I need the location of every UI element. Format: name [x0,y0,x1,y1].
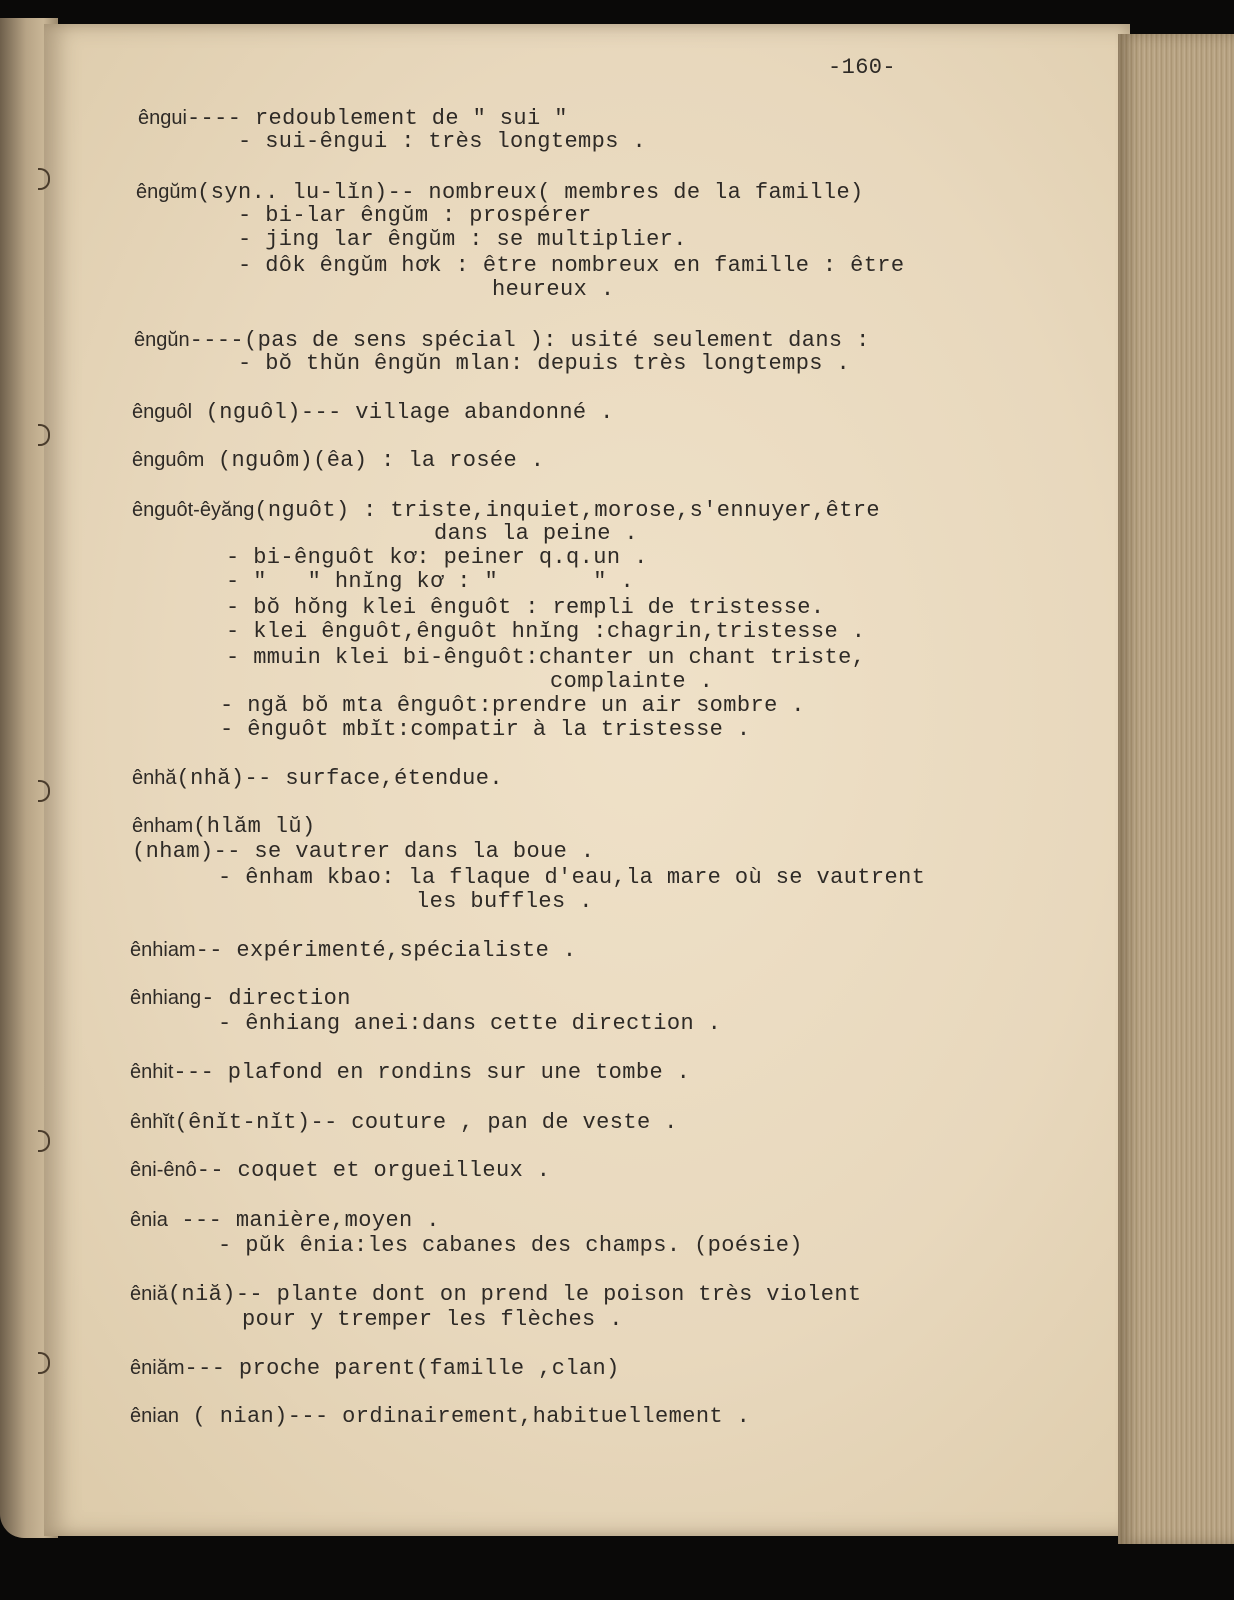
entry-text: - direction [201,986,351,1011]
headword: ênguôt-êyăng [132,499,255,521]
entry-text: ( nian)--- ordinairement,habituellement . [178,1404,751,1429]
headword: ênia [130,1209,168,1231]
entry-line [134,328,870,353]
sub-entry-line: - bŏ thŭn êngŭn mlan: depuis très longtemps . [238,351,851,376]
entry-line [132,766,503,791]
entry-text: (ênĭt-nĭt)-- couture , pan de veste . [174,1110,678,1135]
entry-text: --- plafond en rondins sur une tombe . [173,1060,691,1085]
entry-text: ----(pas de sens spécial ): usité seulement dans : [189,328,870,353]
sub-entry-line: - sui-êngui : très longtemps . [238,129,647,154]
continuation-line: complainte . [550,669,714,694]
sub-entry-line: - dôk êngŭm hơk : être nombreux en famille : être [238,253,905,278]
entry-line [132,814,316,839]
entry-line [130,1158,550,1183]
continuation-line: dans la peine . [434,521,639,546]
entry-line [132,400,614,425]
headword: ênhiam [130,939,196,961]
headword: êniăm [130,1357,185,1379]
entry-line [132,448,544,473]
entry-line [136,180,864,205]
headword: ênguôm [132,449,205,471]
sub-entry-line: - " " hnĭng kơ : " " . [226,569,635,594]
entry-text: -- coquet et orgueilleux . [196,1158,551,1183]
sub-entry-line: - bŏ hŏng klei ênguôt : rempli de tristesse. [226,595,825,620]
sub-entry-line: - pŭk ênia:les cabanes des champs. (poésie) [218,1233,803,1258]
continuation-line: les buffles . [416,889,593,914]
headword: ênian [130,1405,179,1427]
sub-entry-line: - klei ênguôt,ênguôt hnĭng :chagrin,tristesse . [226,619,866,644]
headword: êngui [138,107,187,129]
continuation-line: pour y tremper les flèches . [242,1307,623,1332]
entry-text: ---- redoublement de " sui " [186,106,568,131]
entry-text: (nguôt) : triste,inquiet,morose,s'ennuyer,être [254,498,881,523]
entry-line [130,1356,620,1381]
headword: êngŭn [134,329,190,351]
entry-line [130,1208,440,1233]
sub-entry-line: - ngă bŏ mta ênguôt:prendre un air sombre . [220,693,805,718]
entry-line [130,1060,690,1085]
headword: ênham [132,815,194,837]
entry-text: (syn.. lu-lĭn)-- nombreux( membres de la famille) [197,180,864,205]
sub-entry-line: - jing lar êngŭm : se multiplier. [238,227,687,252]
entry-line [130,1110,678,1135]
headword: ênhĭt [130,1111,175,1133]
headword: ênhă [132,767,177,789]
entry-text: -- expérimenté,spécialiste . [195,938,577,963]
entry-text: (niă)-- plante dont on prend le poison très violent [167,1282,862,1307]
sub-entry-line: - bi-ênguôt kơ: peiner q.q.un . [226,545,648,570]
sub-entry-line: - ênhiang anei:dans cette direction . [218,1011,722,1036]
headword: êni-ênô [130,1159,197,1181]
entry-text: (hlăm lŭ) [193,814,316,839]
headword: ênhiang [130,987,202,1009]
entry-line [130,938,576,963]
entry-text: (nguôm)(êa) : la rosée . [204,448,545,473]
entry-text: --- proche parent(famille ,clan) [184,1356,620,1381]
entry-text: (nhă)-- surface,étendue. [176,766,503,791]
entry-line [130,1282,862,1307]
entry-line [132,498,880,523]
sub-entry-line: - bi-lar êngŭm : prospérer [238,203,592,228]
entry-line [138,106,568,131]
continuation-line: heureux . [492,277,615,302]
headword: êngŭm [136,181,198,203]
page-number: -160- [828,55,897,80]
headword: ênhit [130,1061,174,1083]
entry-text: --- manière,moyen . [167,1208,440,1233]
sub-entry-line: - mmuin klei bi-ênguôt:chanter un chant triste, [226,645,866,670]
entry-text: (nguôl)--- village abandonné . [192,400,614,425]
headword: ênguôl [132,401,193,423]
continuation-line: (nham)-- se vautrer dans la boue . [132,839,595,864]
sub-entry-line: - ênguôt mbĭt:compatir à la tristesse . [220,717,751,742]
entry-line [130,986,351,1011]
sub-entry-line: - ênham kbao: la flaque d'eau,la mare où se vautrent [218,865,926,890]
headword: êniă [130,1283,168,1305]
entry-line [130,1404,750,1429]
